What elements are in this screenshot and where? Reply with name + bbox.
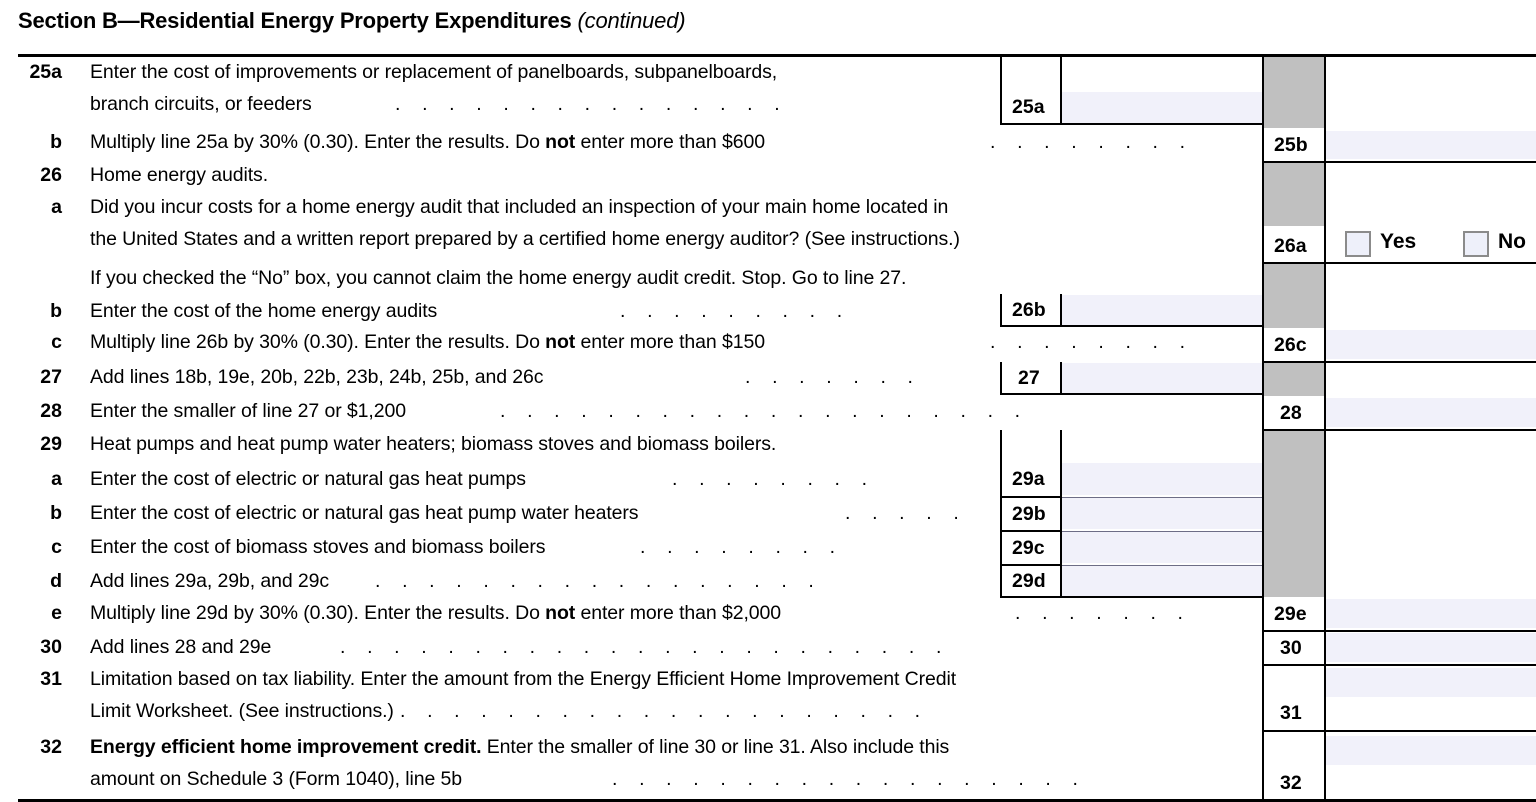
line-text-29e-a: Multiply line 29d by 30% (0.30). Enter the results. Do xyxy=(90,602,546,624)
section-title-continued: (continued) xyxy=(577,8,686,33)
box-label-32: 32 xyxy=(1280,772,1302,794)
box-label-26b: 26b xyxy=(1012,299,1046,321)
line-number-29d: d xyxy=(50,570,62,592)
box-label-29c: 29c xyxy=(1012,537,1045,559)
box-label-29e: 29e xyxy=(1274,603,1307,625)
line-number-26b: b xyxy=(50,300,62,322)
box-label-28: 28 xyxy=(1280,402,1302,424)
line-number-29a: a xyxy=(51,468,62,490)
line-number-25b: b xyxy=(50,131,62,153)
line-text-26c-a: Multiply line 26b by 30% (0.30). Enter the results. Do xyxy=(90,331,546,353)
line-text-29e-bold: not xyxy=(545,602,576,624)
line-text-26c-bold: not xyxy=(545,331,576,353)
line-number-29e: e xyxy=(51,602,62,624)
box-label-29d: 29d xyxy=(1012,570,1046,592)
line-text-29b: Enter the cost of electric or natural gas heat pump water heaters xyxy=(90,502,639,524)
line-text-25a-1: Enter the cost of improvements or replacement of panelboards, subpanelboards, xyxy=(90,61,778,83)
leader-dots-31: . . . . . . . . . . . . . . . . . . . . xyxy=(400,700,921,722)
line-text-27: Add lines 18b, 19e, 20b, 22b, 23b, 24b, 25b, and 26c xyxy=(90,366,544,388)
line-number-28: 28 xyxy=(40,400,62,422)
line-text-25a-2: branch circuits, or feeders xyxy=(90,93,312,115)
box-label-26c: 26c xyxy=(1274,334,1307,356)
line-text-26a-2: the United States and a written report prepared by a certified home energy auditor? (See instructions.) xyxy=(90,228,960,250)
line-number-27: 27 xyxy=(40,366,62,388)
leader-dots-29c: . . . . . . . . xyxy=(640,536,836,558)
box-label-31: 31 xyxy=(1280,702,1302,724)
leader-dots-30: . . . . . . . . . . . . . . . . . . . . . . . xyxy=(340,636,942,658)
line-text-26-note: If you checked the “No” box, you cannot claim the home energy audit credit. Stop. Go to line 27. xyxy=(90,267,907,289)
box-label-29b: 29b xyxy=(1012,503,1046,525)
line-text-25b-a: Multiply line 25a by 30% (0.30). Enter the results. Do xyxy=(90,131,546,153)
line-text-29e xyxy=(90,602,781,625)
line-number-29: 29 xyxy=(40,433,62,455)
line-number-31: 31 xyxy=(40,668,62,690)
leader-dots-25b: . . . . . . . . xyxy=(990,131,1186,153)
leader-dots-29d: . . . . . . . . . . . . . . . . . xyxy=(375,570,814,592)
leader-dots-32: . . . . . . . . . . . . . . . . . . xyxy=(612,768,1078,790)
line-text-25b-c: enter more than $600 xyxy=(575,131,765,153)
line-number-26: 26 xyxy=(40,164,62,186)
line-text-32-1 xyxy=(90,736,949,759)
line-text-32-rest: Enter the smaller of line 30 or line 31. Also include this xyxy=(481,736,950,758)
leader-dots-26b: . . . . . . . . . xyxy=(620,300,843,322)
line-number-30: 30 xyxy=(40,636,62,658)
line-number-26c: c xyxy=(51,331,62,353)
box-label-26a: 26a xyxy=(1274,235,1307,257)
checkbox-no-label: No xyxy=(1498,230,1526,253)
leader-dots-26c: . . . . . . . . xyxy=(990,331,1186,353)
box-label-29a: 29a xyxy=(1012,468,1045,490)
line-number-29b: b xyxy=(50,502,62,524)
line-number-26a: a xyxy=(51,196,62,218)
line-text-29e-c: enter more than $2,000 xyxy=(575,602,782,624)
checkbox-yes-label: Yes xyxy=(1380,230,1417,253)
line-text-31-1: Limitation based on tax liability. Enter the amount from the Energy Efficient Home Improvement Credit xyxy=(90,668,957,690)
box-label-27: 27 xyxy=(1018,367,1040,389)
line-text-26b: Enter the cost of the home energy audits xyxy=(90,300,438,322)
line-text-29c: Enter the cost of biomass stoves and biomass boilers xyxy=(90,536,546,558)
line-number-32: 32 xyxy=(40,736,62,758)
line-text-32-2: amount on Schedule 3 (Form 1040), line 5b xyxy=(90,768,463,790)
line-text-26c xyxy=(90,331,765,354)
leader-dots-29a: . . . . . . . . xyxy=(672,468,868,490)
line-text-29a: Enter the cost of electric or natural gas heat pumps xyxy=(90,468,526,490)
line-text-29: Heat pumps and heat pump water heaters; biomass stoves and biomass boilers. xyxy=(90,433,777,455)
line-number-29c: c xyxy=(51,536,62,558)
line-text-25b xyxy=(90,131,765,154)
line-text-26: Home energy audits. xyxy=(90,164,269,186)
section-title-text: Section B—Residential Energy Property Expenditures xyxy=(18,8,572,33)
leader-dots-25a: . . . . . . . . . . . . . . . xyxy=(395,93,780,115)
line-text-30: Add lines 28 and 29e xyxy=(90,636,272,658)
line-text-25b-bold: not xyxy=(545,131,576,153)
line-number-25a: 25a xyxy=(29,61,62,83)
line-text-26c-c: enter more than $150 xyxy=(575,331,765,353)
line-text-26a-1: Did you incur costs for a home energy audit that included an inspection of your main home located in xyxy=(90,196,949,218)
leader-dots-29b: . . . . . xyxy=(845,502,959,524)
leader-dots-28: . . . . . . . . . . . . . . . . . . . . xyxy=(500,400,1021,422)
line-text-31-2: Limit Worksheet. (See instructions.) xyxy=(90,700,394,722)
box-label-25b: 25b xyxy=(1274,134,1308,156)
line-text-32-bold: Energy efficient home improvement credit. xyxy=(90,736,482,758)
line-text-28: Enter the smaller of line 27 or $1,200 xyxy=(90,400,406,422)
box-label-25a: 25a xyxy=(1012,96,1045,118)
line-text-29d: Add lines 29a, 29b, and 29c xyxy=(90,570,330,592)
leader-dots-27: . . . . . . . xyxy=(745,366,913,388)
box-label-30: 30 xyxy=(1280,637,1302,659)
leader-dots-29e: . . . . . . . xyxy=(1015,602,1183,624)
